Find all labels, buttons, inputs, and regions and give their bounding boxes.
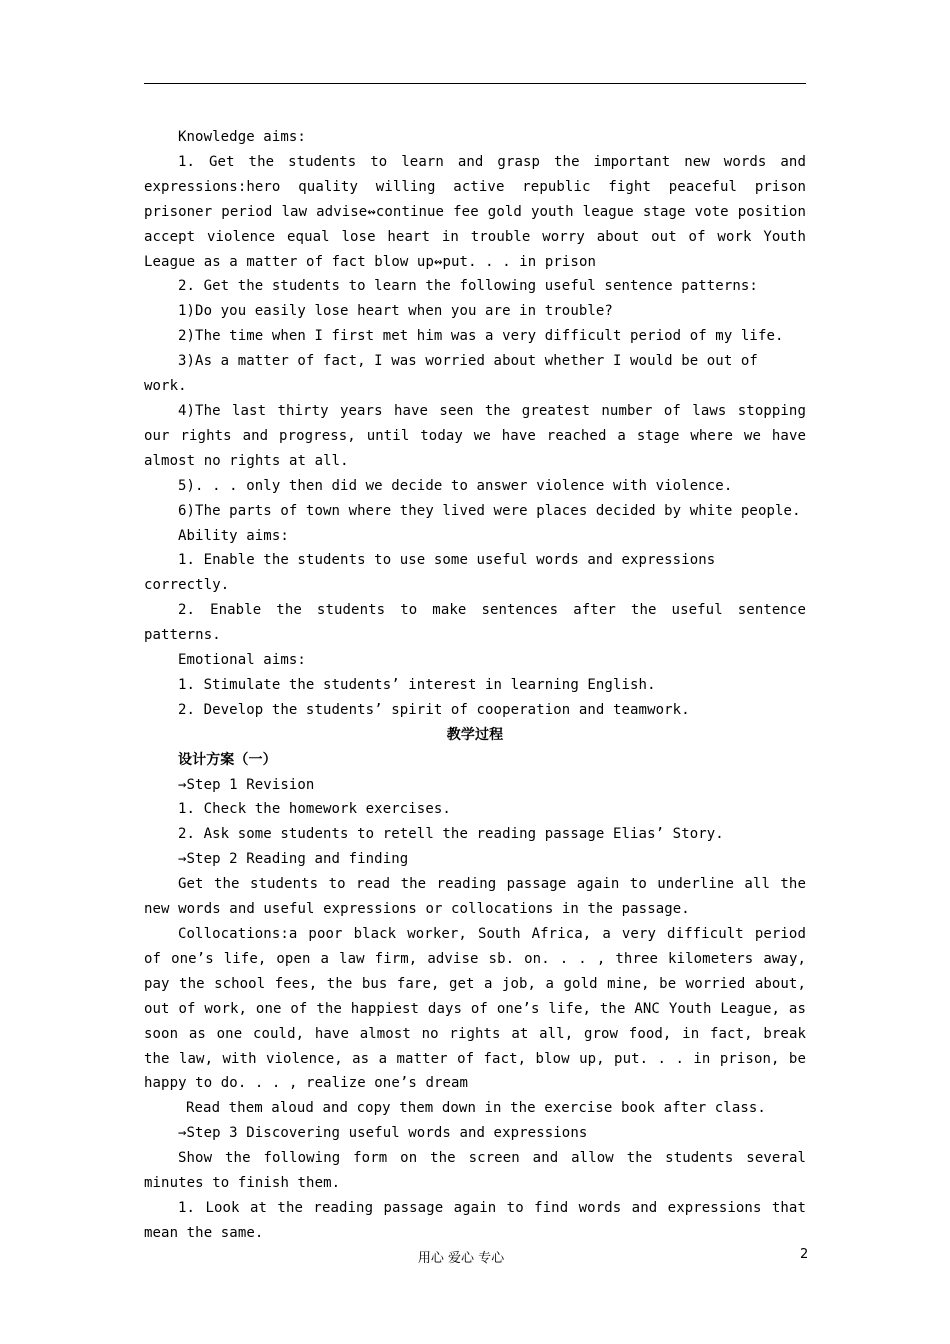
page-number: 2 — [800, 1247, 809, 1262]
paragraph: 4)The last thirty years have seen the greatest number of laws stopping our rights and progress, until today we have reached a stage where we have almost no rights at all. — [144, 402, 806, 469]
paragraph: 1. Look at the reading passage again to find words and expressions that mean the same. — [144, 1199, 806, 1241]
paragraph: →Step 1 Revision — [178, 776, 315, 793]
footer-text: 用心 爱心 专心 — [417, 1251, 505, 1266]
paragraph: 2. Get the students to learn the following useful sentence patterns: — [178, 278, 758, 295]
paragraph: 2. Ask some students to retell the reading passage Elias’ Story. — [178, 826, 724, 843]
paragraph: 1. Check the homework exercises. — [178, 801, 451, 818]
paragraph: 1)Do you easily lose heart when you are in trouble? — [178, 303, 613, 320]
paragraph: Get the students to read the reading passage again to underline all the new words and useful expressions or collocations in the passage. — [144, 876, 806, 918]
document-body — [144, 125, 806, 1246]
paragraph: 1. Get the students to learn and grasp the important new words and expressions:hero quality willing active republic fight peaceful prison prisoner period law advise↭continue fee gold youth league stage vote position accept violence equal lose heart in trouble worry about out of work Youth League as a matter of fact blow up↭put. . . in prison — [144, 153, 806, 270]
paragraph: Collocations:a poor black worker, South Africa, a very difficult period of one’s life, open a law firm, advise sb. on. . . , three kilometers away, pay the school fees, the bus fare, get a job, a gold mine, be worried about, out of work, one of the happiest days of one’s life, the ANC Youth League, as soon as one could, have almost no rights at all, grow food, in fact, break the law, with violence, as a matter of fact, blow up, put. . . in prison, be happy to do. . . , realize one’s dream — [144, 926, 806, 1092]
paragraph: 5). . . only then did we decide to answer violence with violence. — [178, 477, 733, 494]
paragraph: Emotional aims: — [178, 652, 306, 669]
paragraph: Ability aims: — [178, 527, 289, 544]
paragraph: 2. Develop the students’ spirit of cooperation and teamwork. — [178, 701, 690, 718]
paragraph: 教学过程 — [446, 726, 504, 743]
paragraph: 2)The time when I first met him was a very difficult period of my life. — [178, 328, 784, 345]
paragraph: Knowledge aims: — [178, 129, 306, 145]
paragraph: 2. Enable the students to make sentences after the useful sentence patterns. — [144, 602, 806, 644]
page-footer — [0, 1247, 950, 1267]
paragraph: Read them aloud and copy them down in the exercise book after class. — [186, 1100, 766, 1117]
paragraph: →Step 2 Reading and finding — [178, 851, 409, 868]
paragraph: 1. Stimulate the students’ interest in learning English. — [178, 676, 656, 693]
paragraph: 3)As a matter of fact, I was worried about whether I would be out of work. — [144, 353, 758, 395]
paragraph: 设计方案（一） — [178, 751, 277, 768]
header-rule — [144, 83, 806, 84]
paragraph: 1. Enable the students to use some useful words and expressions correctly. — [144, 552, 716, 594]
paragraph: 6)The parts of town where they lived were places decided by white people. — [178, 502, 801, 519]
paragraph: Show the following form on the screen and allow the students several minutes to finish them. — [144, 1150, 806, 1192]
paragraph: →Step 3 Discovering useful words and expressions — [178, 1125, 588, 1142]
